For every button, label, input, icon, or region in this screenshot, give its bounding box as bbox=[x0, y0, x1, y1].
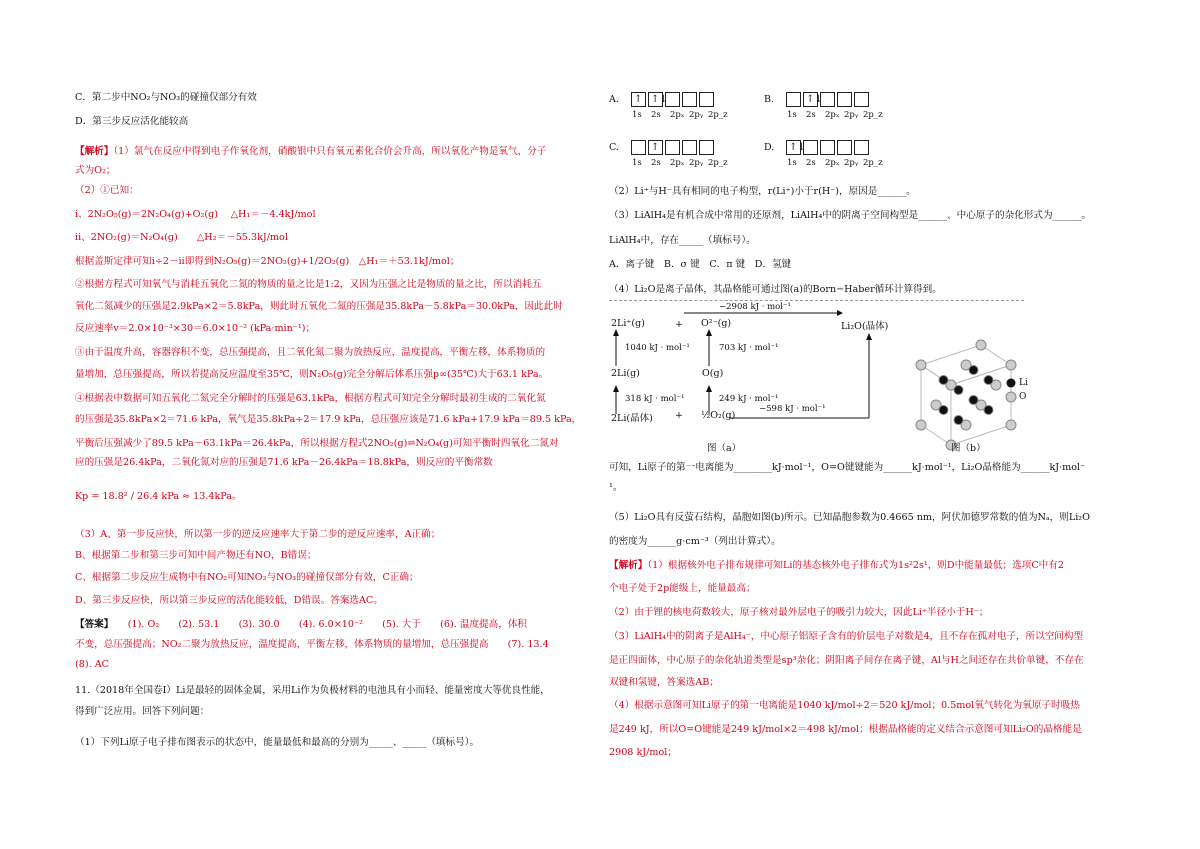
line-text: 的密度为______g·cm⁻³（列出计算式）。 bbox=[609, 536, 781, 547]
subshell-label: 2s bbox=[806, 110, 816, 120]
bh-o-gas: O(g) bbox=[702, 368, 724, 379]
ionization-arrowhead bbox=[613, 329, 619, 336]
subshell-label: 1s bbox=[787, 158, 797, 168]
orbital-box bbox=[803, 92, 823, 107]
line-text: （5）Li₂O具有反萤石结构，晶胞如图(b)所示。已知晶胞参数为0.4665 nm，阿伏加德罗常数的值为Nₐ，则Li₂O bbox=[609, 512, 1090, 523]
option-label: A. bbox=[609, 94, 619, 105]
orbital-box bbox=[665, 140, 680, 155]
line-text: （1）氯气在反应中得到电子作氧化剂，硝酸银中只有氧元素化合价会升高，所以氧化产物是氧气，分子 bbox=[113, 146, 547, 157]
orbital-option bbox=[609, 92, 728, 120]
bh-plus1: + bbox=[675, 319, 683, 330]
crystal-lattice bbox=[916, 340, 1016, 450]
electron-arrows: ↑↓ bbox=[651, 94, 668, 105]
line-text: （1）根据核外电子排布规律可知Li的基态核外电子排布式为1s²2s¹，则D中能量最低；选项C中有2 bbox=[647, 560, 1064, 571]
left-line bbox=[75, 279, 541, 291]
line-text: C、根据第二步反应生成物中有NO₂可知NO₂与NO₃的碰撞仅部分有效，C正确； bbox=[75, 572, 419, 583]
left-line bbox=[75, 256, 459, 268]
o-atom bbox=[1006, 420, 1016, 430]
orbital-option bbox=[764, 140, 883, 168]
subshell-label: 2pᵧ bbox=[844, 110, 859, 120]
li-atom bbox=[939, 406, 948, 415]
electron-arrows: ↑↓ bbox=[806, 94, 823, 105]
right-bottom-line bbox=[609, 512, 1090, 524]
bh-li-gas: 2Li(g) bbox=[611, 368, 640, 379]
right-bottom-line bbox=[609, 560, 1064, 572]
orbital-boxes bbox=[631, 92, 728, 120]
li-atom bbox=[969, 396, 978, 405]
line-text: （3）LiAlH₄中的阴离子是AlH₄⁻，中心原子铝原子含有的价层电子对数是4，且不存在孤对电子，所以空间构型 bbox=[609, 631, 1084, 642]
orbital-boxes bbox=[631, 140, 728, 168]
line-text: 量增加，总压强提高，所以若提高反应温度至35℃，则N₂O₅(g)完全分解后体系压强p∞(35℃)大于63.1 kPa。 bbox=[75, 369, 549, 380]
electron-arrows: ↑ bbox=[634, 94, 643, 105]
orbital-box bbox=[631, 92, 646, 107]
born-haber-figure bbox=[609, 300, 1179, 470]
section-tag: 【答案】 bbox=[75, 619, 109, 630]
subshell-label: 2pᵧ bbox=[844, 158, 859, 168]
left-line bbox=[75, 301, 563, 313]
line-text: ¹。 bbox=[609, 482, 623, 493]
line-text: 式为O₂； bbox=[75, 165, 116, 176]
bh-caption-a: 图（a） bbox=[707, 443, 742, 454]
orbital-box bbox=[786, 140, 806, 155]
right-bottom-line bbox=[609, 607, 988, 619]
subshell-label: 2s bbox=[806, 158, 816, 168]
bh-o-ion: O²⁻(g) bbox=[701, 318, 732, 329]
line-text: D．第三步反应活化能较高 bbox=[75, 116, 189, 127]
sublimation-arrowhead bbox=[613, 385, 619, 392]
line-text: 根据盖斯定律可知ⅰ÷2－ⅱ即得到N₂O₅(g)＝2NO₂(g)+1/2O₂(g) △H₁＝＋53.1kJ/mol； bbox=[75, 256, 460, 267]
left-line bbox=[75, 659, 109, 671]
line-text: 应的压强是26.4kPa，二氧化氮对应的压强是71.6 kPa－26.4kPa＝18.8kPa，则反应的平衡常数 bbox=[75, 457, 493, 468]
orbital-box bbox=[699, 92, 714, 107]
orbital-box bbox=[631, 140, 646, 155]
bh-li-solid: 2Li(晶体) bbox=[611, 413, 653, 424]
line-text: 不变，总压强提高；NO₂二聚为放热反应，温度提高，平衡左移，体系物质的量增加，总压强提高 (7). 13.4 bbox=[75, 639, 549, 650]
bh-plus2: + bbox=[675, 410, 683, 421]
line-text: （4）根据示意图可知Li原子的第一电离能是1040 kJ/mol÷2＝520 kJ/mol；0.5mol氧气转化为氧原子时吸热 bbox=[609, 700, 1080, 711]
orbital-box bbox=[682, 140, 697, 155]
subshell-label: 1s bbox=[787, 110, 797, 120]
orbital-box bbox=[682, 92, 697, 107]
bh-legend-o: O bbox=[1019, 392, 1027, 402]
line-text: 可知，Li原子的第一电离能为________kJ·mol⁻¹，O=O键键能为______kJ·mol⁻¹，Li₂O晶格能为______kJ·mol⁻ bbox=[609, 462, 1086, 473]
bh-top-arrow: −2908 kJ · mol⁻¹ bbox=[719, 302, 791, 312]
line-text: ②根据方程式可知氧气与消耗五氧化二氮的物质的量之比是1:2，又因为压强之比是物质的量之比，所以消耗五 bbox=[75, 279, 542, 290]
li-atom bbox=[984, 406, 993, 415]
bh-e4: 249 kJ · mol⁻¹ bbox=[719, 394, 779, 404]
right-bottom-line bbox=[609, 724, 1082, 736]
orbital-boxes bbox=[786, 140, 883, 168]
line-text: ⅰ、2N₂O₅(g)＝2N₂O₄(g)+O₂(g) △H₁＝－4.4kJ/mol bbox=[75, 209, 316, 220]
line-text: Kp = 18.8² / 26.4 kPa ≈ 13.4kPa。 bbox=[75, 491, 242, 502]
right-top-line: LiAlH₄中，存在_____（填标号）。 bbox=[609, 235, 756, 246]
orbital-box bbox=[820, 92, 835, 107]
li-atom bbox=[969, 366, 978, 375]
electron-affinity-arrowhead bbox=[706, 329, 712, 336]
right-top-line: （2）Li⁺与H⁻具有相同的电子构型，r(Li⁺)小于r(H⁻)，原因是______。 bbox=[609, 186, 916, 197]
line-text: 是249 kJ，所以O=O键能是249 kJ/mol×2＝498 kJ/mol；根据晶格能的定义结合示意图可知Li₂O的晶格能是 bbox=[609, 724, 1082, 735]
left-line bbox=[75, 146, 546, 158]
right-bottom-line bbox=[609, 677, 719, 689]
subshell-label: 1s bbox=[632, 158, 642, 168]
subshell-label: 2pₓ bbox=[825, 158, 840, 168]
bh-e3: 318 kJ · mol⁻¹ bbox=[625, 394, 685, 404]
right-top-line: A．离子键 B．σ 键 C．π 键 D．氢键 bbox=[609, 259, 792, 270]
left-line bbox=[75, 414, 581, 426]
option-label: B. bbox=[764, 94, 775, 105]
orbital-box bbox=[786, 92, 801, 107]
orbital-box bbox=[820, 140, 835, 155]
subshell-label: 2s bbox=[651, 158, 661, 168]
subshell-label: 1s bbox=[632, 110, 642, 120]
legend-li-marker bbox=[1007, 379, 1016, 388]
left-line bbox=[75, 529, 440, 541]
right-bottom-line bbox=[609, 700, 1080, 712]
orbital-box bbox=[648, 140, 663, 155]
o-atom bbox=[916, 420, 926, 430]
bh-caption-b: 图（b） bbox=[951, 443, 986, 454]
line-text: 的压强是35.8kPa×2＝71.6 kPa，氧气是35.8kPa÷2＝17.9 kPa，总压强应该是71.6 kPa+17.9 kPa＝89.5 kPa， bbox=[75, 414, 582, 425]
left-line bbox=[75, 595, 383, 607]
bh-li2o: Li₂O(晶体) bbox=[841, 321, 889, 332]
line-text: （3）A、第一步反应快，所以第一步的逆反应速率大于第二步的逆反应速率，A正确； bbox=[75, 529, 441, 540]
line-text: 2908 kJ/mol； bbox=[609, 747, 677, 758]
bh-e1: 1040 kJ · mol⁻¹ bbox=[625, 343, 690, 353]
legend-o-marker bbox=[1006, 392, 1016, 402]
line-text: （1）下列Li原子电子排布图表示的状态中，能量最低和最高的分别为_____、_____（填标号）。 bbox=[75, 737, 480, 748]
subshell-label: 2s bbox=[651, 110, 661, 120]
subshell-label: 2p_z bbox=[708, 110, 728, 120]
orbital-box bbox=[837, 92, 852, 107]
left-line bbox=[75, 550, 316, 562]
line-text: (1). O₂ (2). 53.1 (3). 30.0 (4). 6.0×10⁻² (5). 大于 (6). 温度提高，体积 bbox=[108, 619, 528, 630]
line-text: 平衡后压强减少了89.5 kPa－63.1kPa＝26.4kPa，所以根据方程式2NO₂(g)⇌N₂O₄(g)可知平衡时四氧化二氮对 bbox=[75, 438, 559, 449]
orbital-box bbox=[803, 140, 818, 155]
o-atom bbox=[1006, 360, 1016, 370]
subshell-label: 2pₓ bbox=[825, 110, 840, 120]
orbital-option bbox=[609, 140, 728, 168]
o-atom bbox=[976, 340, 986, 350]
orbital-box bbox=[699, 140, 714, 155]
orbital-option bbox=[764, 92, 883, 120]
line-text: 反应速率v＝2.0×10⁻³×30＝6.0×10⁻² (kPa·min⁻¹)； bbox=[75, 323, 316, 334]
left-line bbox=[75, 685, 550, 697]
li-atom bbox=[954, 386, 963, 395]
subshell-label: 2p_z bbox=[708, 158, 728, 168]
subshell-label: 2pᵧ bbox=[689, 158, 704, 168]
orbital-box bbox=[854, 92, 869, 107]
li-atom bbox=[954, 416, 963, 425]
bh-bottom-arrow: −598 kJ · mol⁻¹ bbox=[759, 404, 826, 414]
bh-o2: ½O₂(g) bbox=[701, 410, 736, 421]
lattice-arrowhead bbox=[837, 310, 843, 316]
subshell-label: 2pᵧ bbox=[689, 110, 704, 120]
formation-arrowhead bbox=[866, 333, 872, 340]
subshell-label: 2p_z bbox=[863, 158, 883, 168]
option-label: C. bbox=[609, 142, 619, 153]
section-tag: 【解析】 bbox=[75, 146, 114, 157]
right-bottom-line bbox=[609, 631, 1083, 643]
left-line bbox=[75, 639, 549, 651]
right-bottom-line bbox=[609, 655, 1084, 667]
subshell-label: 2pₓ bbox=[670, 110, 685, 120]
left-line bbox=[75, 491, 242, 503]
electron-arrows: ↑↓ bbox=[789, 142, 806, 153]
left-line bbox=[75, 232, 288, 244]
line-text: C．第二步中NO₂与NO₃的碰撞仅部分有效 bbox=[75, 92, 257, 103]
left-line bbox=[75, 393, 546, 405]
line-text: (8). AC bbox=[75, 659, 109, 670]
section-tag: 【解析】 bbox=[609, 560, 648, 571]
line-text: 是正四面体，中心原子的杂化轨道类型是sp³杂化；阴阳离子间存在离子键，Al与H之间还存在共价单键，不存在 bbox=[609, 655, 1084, 666]
line-text: （2）①已知： bbox=[75, 185, 139, 196]
subshell-label: 2p_z bbox=[863, 110, 883, 120]
line-text: D、第三步反应快，所以第三步反应的活化能较低，D错误。答案选AC。 bbox=[75, 595, 383, 606]
right-bottom-line bbox=[609, 482, 622, 494]
right-top-line: （3）LiAlH₄是有机合成中常用的还原剂，LiAlH₄中的阴离子空间构型是______、中心原子的杂化形式为______。 bbox=[609, 210, 1091, 221]
left-line bbox=[75, 323, 315, 335]
left-line bbox=[75, 347, 545, 359]
left-line bbox=[75, 706, 209, 718]
line-text: 氧化二氮减少的压强是2.9kPa×2＝5.8kPa，则此时五氧化二氮的压强是35.8kPa－5.8kPa＝30.0kPa，因此此时 bbox=[75, 301, 563, 312]
line-text: ③由于温度升高，容器容积不变，总压强提高，且二氧化氮二聚为放热反应，温度提高，平衡左移，体系物质的 bbox=[75, 347, 546, 358]
bh-li-ion: 2Li⁺(g) bbox=[611, 318, 645, 329]
right-bottom-line bbox=[609, 747, 677, 759]
left-line bbox=[75, 619, 527, 631]
right-bottom-line bbox=[609, 536, 781, 548]
bh-legend-li: Li bbox=[1019, 378, 1028, 388]
line-text: ⅱ、2NO₂(g)＝N₂O₄(g) △H₂＝－55.3kJ/mol bbox=[75, 232, 288, 243]
electron-arrows: ↑ bbox=[651, 142, 660, 153]
li-atom bbox=[984, 376, 993, 385]
left-line bbox=[75, 165, 116, 177]
left-line bbox=[75, 457, 493, 469]
left-line bbox=[75, 369, 548, 381]
left-line bbox=[75, 185, 139, 197]
subshell-label: 2pₓ bbox=[670, 158, 685, 168]
left-line bbox=[75, 209, 316, 221]
line-text: ④根据表中数据可知五氧化二氮完全分解时的压强是63.1kPa，根据方程式可知完全分解时最初生成的二氧化氮 bbox=[75, 393, 546, 404]
left-line bbox=[75, 92, 257, 104]
line-text: 双键和氢键，答案选AB； bbox=[609, 677, 719, 688]
line-text: 11.（2018年全国卷Ⅰ）Li是最轻的固体金属，采用Li作为负极材料的电池具有小而轻、能量密度大等优良性能， bbox=[75, 685, 550, 696]
right-bottom-line bbox=[609, 583, 756, 595]
orbital-box bbox=[837, 140, 852, 155]
left-line bbox=[75, 116, 188, 128]
option-label: D. bbox=[764, 142, 775, 153]
orbital-box bbox=[648, 92, 668, 107]
dissociation-arrowhead bbox=[706, 385, 712, 392]
left-line bbox=[75, 737, 479, 749]
li-atom bbox=[939, 376, 948, 385]
bh-e2: 703 kJ · mol⁻¹ bbox=[719, 343, 779, 353]
orbital-boxes bbox=[786, 92, 883, 120]
orbital-box bbox=[665, 92, 680, 107]
right-bottom-line bbox=[609, 462, 1085, 474]
line-text: （2）由于锂的核电荷数较大，原子核对最外层电子的吸引力较大，因此Li⁺半径小于H⁻； bbox=[609, 607, 989, 618]
left-line bbox=[75, 438, 558, 450]
line-text: 得到广泛应用。回答下列问题： bbox=[75, 706, 210, 717]
o-atom bbox=[916, 360, 926, 370]
born-haber-svg bbox=[609, 300, 1179, 470]
line-text: 个电子处于2p能级上，能量最高； bbox=[609, 583, 756, 594]
left-line bbox=[75, 572, 419, 584]
line-text: B、根据第二步和第三步可知中间产物还有NO，B错误； bbox=[75, 550, 317, 561]
right-top-line: （4）Li₂O是离子晶体，其晶格能可通过图(a)的Born−Haber循环计算得到。 bbox=[609, 284, 942, 295]
orbital-box bbox=[854, 140, 869, 155]
